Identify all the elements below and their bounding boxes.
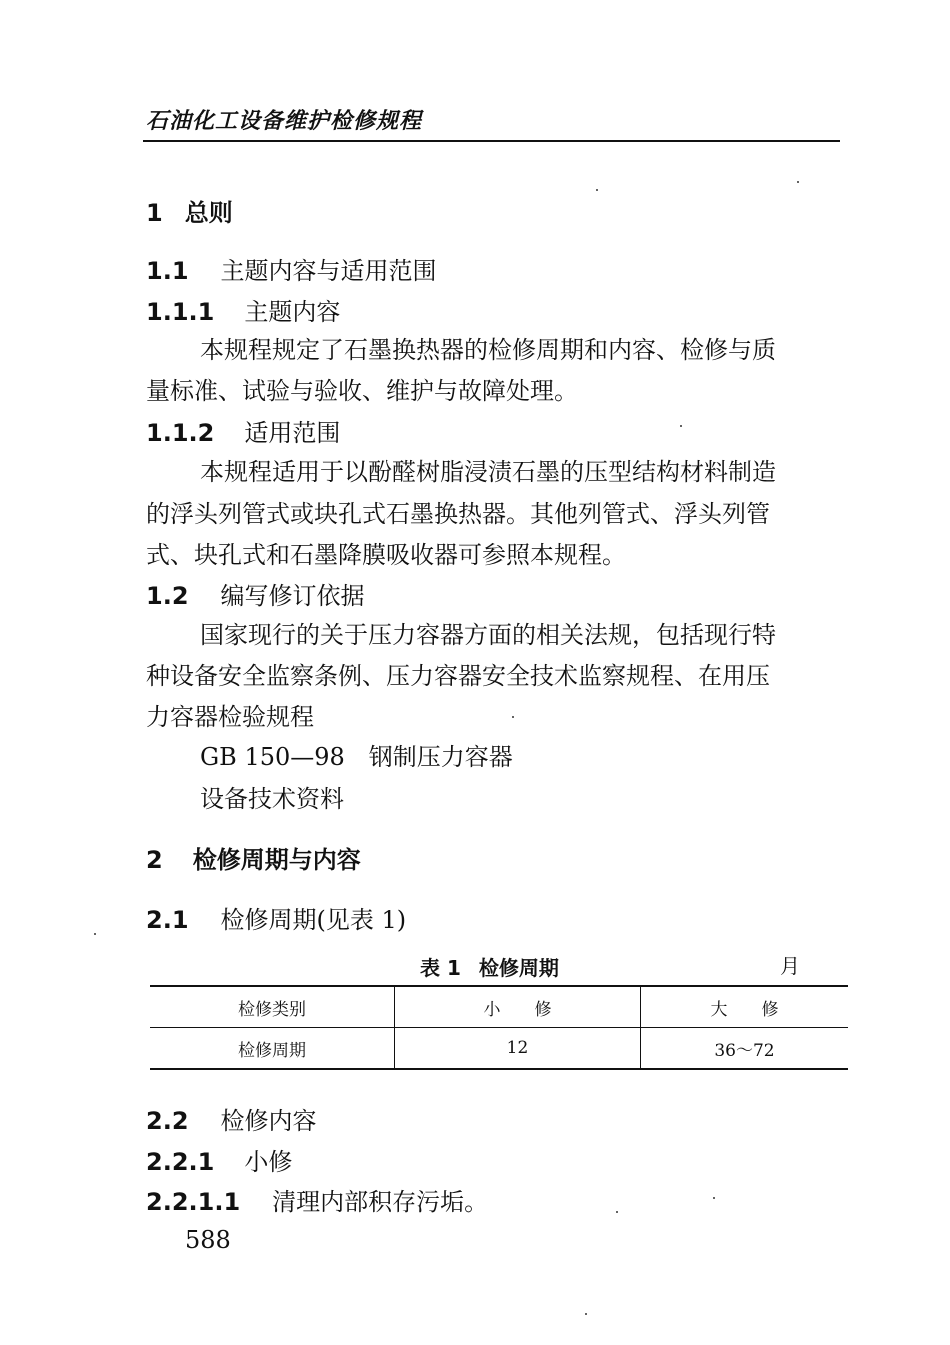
section-title: 检修周期(见表 1)	[220, 906, 407, 934]
section-1-1-1-heading	[146, 292, 340, 327]
table-cell: 小 修	[395, 986, 641, 1028]
section-number: 2.2.1	[146, 1148, 215, 1176]
table-row	[150, 1028, 848, 1070]
section-number: 1	[146, 199, 163, 227]
scan-speck	[713, 1197, 715, 1199]
section-1-1-heading	[146, 251, 437, 286]
section-title: 总则	[184, 199, 233, 227]
section-2-2-heading	[146, 1101, 317, 1136]
paragraph-line: 国家现行的关于压力容器方面的相关法规，包括现行特	[200, 621, 776, 649]
section-number: 2.1	[146, 906, 189, 934]
scan-speck	[797, 181, 799, 183]
section-title: 小修	[244, 1148, 293, 1176]
header-rule	[143, 140, 840, 142]
reference-name: 钢制压力容器	[368, 743, 513, 771]
section-number: 2	[146, 846, 163, 874]
section-number: 2.2	[146, 1107, 189, 1135]
reference-code: GB 150—98	[200, 743, 345, 771]
section-number: 2.2.1.1	[146, 1188, 241, 1216]
table-caption	[420, 952, 559, 981]
table-caption-number: 表 1	[420, 956, 461, 980]
paragraph-line: 本规程适用于以酚醛树脂浸渍石墨的压型结构材料制造	[200, 458, 776, 486]
section-1-1-2-heading	[146, 413, 340, 448]
section-2-2-1-1-heading	[146, 1182, 488, 1217]
scan-speck	[94, 933, 96, 935]
table-caption-title: 检修周期	[478, 956, 559, 980]
table-unit: 月	[780, 954, 800, 978]
section-number: 1.2	[146, 582, 189, 610]
table-cell: 检修周期	[150, 1028, 395, 1070]
scan-speck	[680, 425, 682, 427]
section-number: 1.1.1	[146, 298, 215, 326]
section-title: 清理内部积存污垢。	[272, 1188, 489, 1216]
section-number: 1.1.2	[146, 419, 215, 447]
section-title: 编写修订依据	[220, 582, 365, 610]
section-number: 1.1	[146, 257, 189, 285]
running-header: 石油化工设备维护检修规程	[146, 108, 423, 134]
section-title: 主题内容与适用范围	[220, 257, 437, 285]
section-title: 主题内容	[244, 298, 341, 326]
reference-item: 设备技术资料	[200, 785, 344, 813]
scan-speck	[596, 189, 598, 191]
section-2-heading	[146, 840, 361, 875]
scan-speck	[512, 716, 514, 718]
paragraph-line: 式、块孔式和石墨降膜吸收器可参照本规程。	[146, 541, 626, 569]
paragraph-line: 量标准、试验与验收、维护与故障处理。	[146, 377, 578, 405]
table-cell: 检修类别	[150, 986, 395, 1028]
section-1-heading	[146, 193, 233, 228]
paragraph-line: 力容器检验规程	[146, 703, 314, 731]
table-cell: 大 修	[641, 986, 849, 1028]
table-cell: 36～72	[641, 1028, 849, 1070]
section-title: 适用范围	[244, 419, 341, 447]
paragraph-line: 的浮头列管式或块孔式石墨换热器。其他列管式、浮头列管	[146, 500, 770, 528]
section-2-1-heading	[146, 900, 406, 935]
page-number: 588	[185, 1226, 231, 1254]
scan-speck	[616, 1211, 618, 1213]
section-2-2-1-heading	[146, 1142, 292, 1177]
section-title: 检修内容	[220, 1107, 317, 1135]
maintenance-cycle-table	[150, 985, 848, 1070]
scan-speck	[585, 1313, 587, 1315]
paragraph-line: 本规程规定了石墨换热器的检修周期和内容、检修与质	[200, 336, 776, 364]
table-row	[150, 986, 848, 1028]
section-title: 检修周期与内容	[192, 846, 361, 874]
paragraph-line: 种设备安全监察条例、压力容器安全技术监察规程、在用压	[146, 662, 770, 690]
table-cell: 12	[395, 1028, 641, 1070]
reference-item	[200, 737, 513, 772]
section-1-2-heading	[146, 576, 365, 611]
